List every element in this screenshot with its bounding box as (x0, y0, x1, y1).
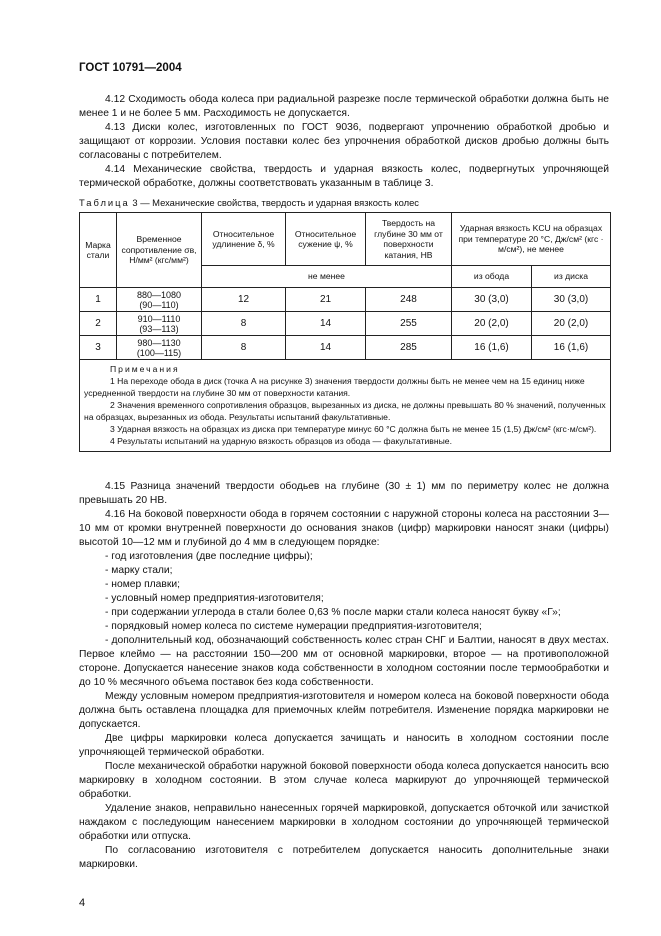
table-caption-text: 3 — Механические свойства, твердость и ударная вязкость колес (132, 197, 419, 208)
paragraph-4-12: 4.12 Сходимость обода колеса при радиальной разрезке после термической обработки должна быть не менее 1 и не более 5 мм. Расходимость не допускается. (79, 94, 609, 119)
notes-title: Примечания (110, 364, 180, 374)
paragraph-4-13: 4.13 Диски колес, изготовленных по ГОСТ 9036, подвергают упрочнению обработкой дробью и защищают от коррозии. Условия поставки колес без упрочнения обработкой дисков дробью должны быть согласованы с потребителем. (79, 122, 609, 161)
paragraph-platform: Между условным номером предприятия-изготовителя и номером колеса на боковой поверхности обода должна быть оставлена площадка для приемочных клейм потребителя. Изменение порядка маркировки не допускается. (79, 691, 609, 730)
header-narrowing: Относительное сужение ψ, % (286, 213, 366, 266)
top-paragraphs (79, 93, 609, 191)
bottom-paragraphs (79, 480, 609, 872)
header-impact: Ударная вязкость KCU на образцах при температуре 20 °C, Дж/см² (кгс · м/см²), не менее (452, 213, 611, 266)
paragraph-additional: По согласованию изготовителя с потребителем допускается наносить дополнительные знаки маркировки. (79, 845, 609, 870)
header-grade: Марка стали (80, 213, 117, 288)
list-item: - порядковый номер колеса по системе нумерации предприятия-изготовителя; (105, 621, 482, 632)
cell-rim: 30 (3,0) (452, 288, 532, 312)
cell-disk: 30 (3,0) (532, 288, 611, 312)
header-rim: из обода (452, 266, 532, 288)
table-row (80, 288, 611, 312)
note-4: 4 Результаты испытаний на ударную вязкость образцов из обода — факультативные. (110, 436, 452, 446)
note-3: 3 Ударная вязкость на образцах из диска при температуре минус 60 °C должна быть не менее 15 (1,5) Дж/см² (кгс·м/см²). (110, 424, 597, 434)
cell-hardness: 248 (366, 288, 452, 312)
header-elongation: Относительное удлинение δ, % (202, 213, 286, 266)
cell-strength: 980—1130 (100—115) (117, 336, 202, 360)
list-item: - дополнительный код, обозначающий собственность колес стран СНГ и Балтии, наносят в двух местах. Первое клеймо — на расстоянии 150—200 мм от основной маркировки, второе — на противоположной стороне. Допускается нанесение знаков кода собственности в холодном состоянии после термообработки и до 10 % месячного объема поставок без кода собственности. (79, 635, 609, 688)
page-number: 4 (79, 897, 86, 909)
cell-elongation: 8 (202, 312, 286, 336)
cell-hardness: 285 (366, 336, 452, 360)
cell-elongation: 12 (202, 288, 286, 312)
paragraph-cold-marking: После механической обработки наружной боковой поверхности обода колеса допускается наносить всю маркировку в холодном состоянии. В этом случае колеса маркируют до упрочняющей термической обработки. (79, 761, 609, 800)
list-item: - условный номер предприятия-изготовителя; (105, 593, 324, 604)
cell-disk: 20 (2,0) (532, 312, 611, 336)
paragraph-removal: Удаление знаков, неправильно нанесенных горячей маркировкой, допускается обточкой или зачисткой наждаком с последующим нанесением маркировки в холодном состоянии до упрочняющей термической обработки или отпуска. (79, 803, 609, 842)
table-notes (80, 360, 611, 452)
table-caption-label: Таблица (79, 197, 130, 208)
header-hardness: Твердость на глубине 30 мм от поверхности катания, НВ (366, 213, 452, 266)
note-2: 2 Значения временного сопротивления образцов, вырезанных из диска, не должны превышать 80 % значений, полученных на образцах, вырезанных из обода. Результаты испытаний факультативные. (84, 400, 606, 422)
cell-hardness: 255 (366, 312, 452, 336)
cell-grade: 2 (80, 312, 117, 336)
header-not-less: не менее (202, 266, 452, 288)
cell-grade: 1 (80, 288, 117, 312)
paragraph-4-15: 4.15 Разница значений твердости ободьев на глубине (30 ± 1) мм по периметру колес не должна превышать 20 НВ. (79, 481, 609, 506)
cell-rim: 20 (2,0) (452, 312, 532, 336)
list-item: - номер плавки; (105, 579, 180, 590)
list-item: - год изготовления (две последние цифры); (105, 551, 313, 562)
header-disk: из диска (532, 266, 611, 288)
table-row (80, 336, 611, 360)
properties-table (79, 212, 611, 452)
cell-grade: 3 (80, 336, 117, 360)
header-strength: Временное сопротивление σв, Н/мм² (кгс/мм²) (117, 213, 202, 288)
cell-elongation: 8 (202, 336, 286, 360)
cell-narrowing: 21 (286, 288, 366, 312)
table-caption (79, 197, 419, 208)
cell-rim: 16 (1,6) (452, 336, 532, 360)
cell-strength: 880—1080 (90—110) (117, 288, 202, 312)
paragraph-two-digits: Две цифры маркировки колеса допускается зачищать и наносить в холодном состоянии после упрочняющей термической обработки. (79, 733, 609, 758)
list-item: - марку стали; (105, 565, 173, 576)
paragraph-4-14: 4.14 Механические свойства, твердость и ударная вязкость колес, подвергнутых упрочняющей термической обработке, должны соответствовать указанным в таблице 3. (79, 164, 609, 189)
cell-disk: 16 (1,6) (532, 336, 611, 360)
document-header: ГОСТ 10791—2004 (79, 62, 182, 74)
cell-narrowing: 14 (286, 312, 366, 336)
paragraph-4-16: 4.16 На боковой поверхности обода в горячем состоянии с наружной стороны колеса на расстоянии 3—10 мм от кромки внутренней поверхности до основания знаков (цифр) маркировки наносят знаки (цифры) высотой 10—12 мм и глубиной до 4 мм в следующем порядке: (79, 509, 609, 548)
cell-strength: 910—1110 (93—113) (117, 312, 202, 336)
list-item: - при содержании углерода в стали более 0,63 % после марки стали колеса наносят букву «Г»; (105, 607, 561, 618)
cell-narrowing: 14 (286, 336, 366, 360)
note-1: 1 На переходе обода в диск (точка А на рисунке 3) значения твердости должны быть не менее чем на 15 единиц ниже усредненной твердости на глубине 30 мм от поверхности катания. (84, 376, 585, 398)
table-row (80, 312, 611, 336)
